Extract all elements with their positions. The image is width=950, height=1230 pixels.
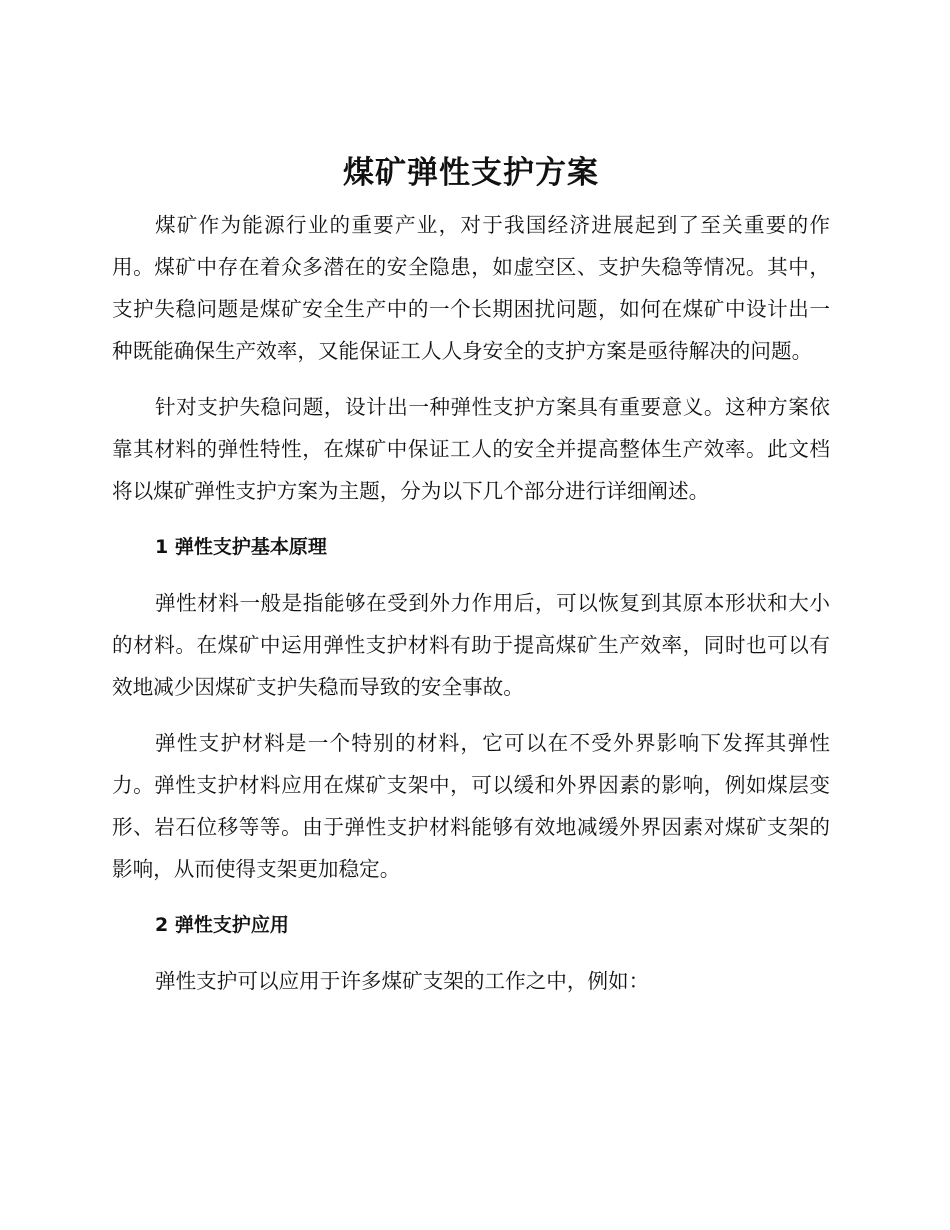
principle-paragraph-1: 弹性材料一般是指能够在受到外力作用后，可以恢复到其原本形状和大小的材料。在煤矿中运用弹性支护材料有助于提高煤矿生产效率，同时也可以有效地减少因煤矿支护失稳而导致的安全事故。	[112, 591, 830, 699]
intro-paragraph-1: 煤矿作为能源行业的重要产业，对于我国经济进展起到了至关重要的作用。煤矿中存在着众多潜在的安全隐患，如虚空区、支护失稳等情况。其中，支护失稳问题是煤矿安全生产中的一个长期困扰问题，如何在煤矿中设计出一种既能确保生产效率，又能保证工人人身安全的支护方案是亟待解决的问题。	[112, 213, 830, 363]
intro-paragraph-2: 针对支护失稳问题，设计出一种弹性支护方案具有重要意义。这种方案依靠其材料的弹性特性，在煤矿中保证工人的安全并提高整体生产效率。此文档将以煤矿弹性支护方案为主题，分为以下几个部分进行详细阐述。	[112, 395, 830, 503]
principle-paragraph-2: 弹性支护材料是一个特别的材料，它可以在不受外界影响下发挥其弹性力。弹性支护材料应用在煤矿支架中，可以缓和外界因素的影响，例如煤层变形、岩石位移等等。由于弹性支护材料能够有效地减缓外界因素对煤矿支架的影响，从而使得支架更加稳定。	[112, 731, 830, 881]
document-title: 煤矿弹性支护方案	[343, 155, 599, 191]
section-heading-principle: 1 弹性支护基本原理	[155, 536, 327, 558]
section-heading-application: 2 弹性支护应用	[155, 914, 289, 936]
document-body	[112, 150, 830, 1016]
application-paragraph-1: 弹性支护可以应用于许多煤矿支架的工作之中，例如：	[155, 969, 650, 993]
